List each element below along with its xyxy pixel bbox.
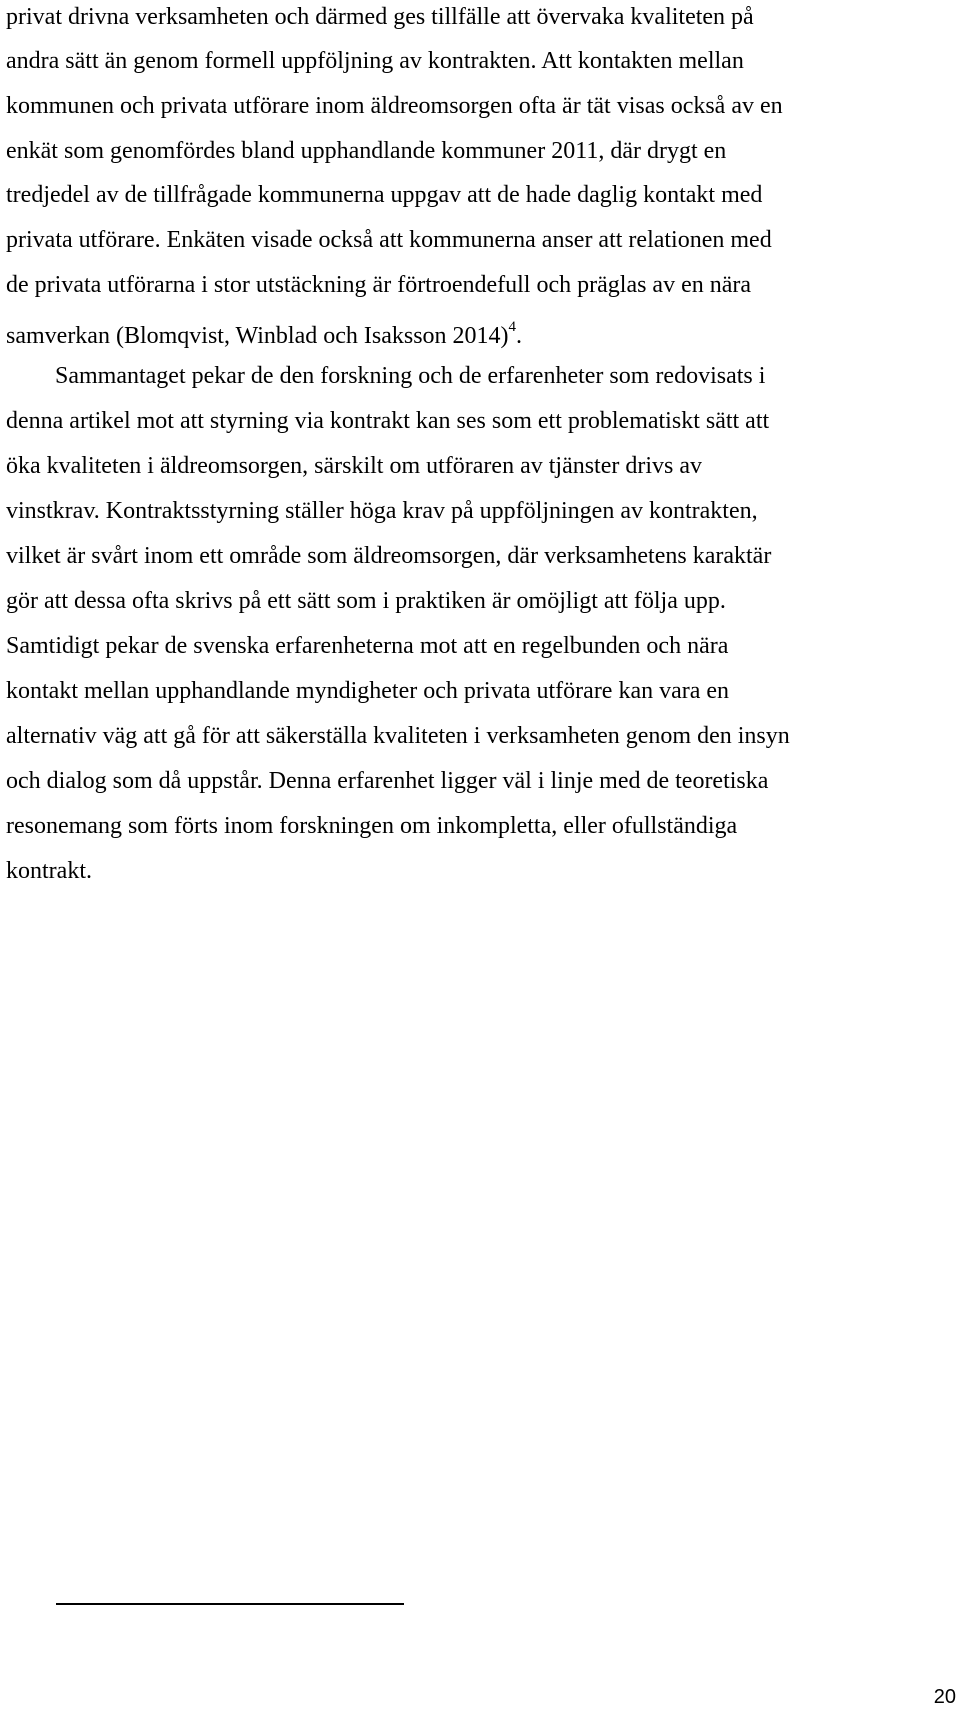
paragraph-2-line-8: kontakt mellan upphandlande myndigheter och privata utförare kan vara en <box>6 678 730 704</box>
paragraph-2-line-6: gör att dessa ofta skrivs på ett sätt som i praktiken är omöjligt att följa upp. <box>6 588 726 614</box>
paragraph-2-line-11: resonemang som förts inom forskningen om inkompletta, eller ofullständiga <box>6 813 738 839</box>
paragraph-2-line-3: öka kvaliteten i äldreomsorgen, särskilt om utföraren av tjänster drivs av <box>6 453 703 479</box>
paragraph-2-line-4: vinstkrav. Kontraktsstyrning ställer höga krav på uppföljningen av kontrakten, <box>6 498 758 524</box>
paragraph-1-line-6: privata utförare. Enkäten visade också att kommunerna anser att relationen med <box>6 227 772 253</box>
sentence-end: . <box>516 323 523 349</box>
paragraph-2-line-5: vilket är svårt inom ett område som äldreomsorgen, där verksamhetens karaktär <box>6 543 772 569</box>
paragraph-1-line-3: kommunen och privata utförare inom äldreomsorgen ofta är tät visas också av en <box>6 93 783 119</box>
page-number: 20 <box>933 1686 956 1708</box>
paragraph-2-line-10: och dialog som då uppstår. Denna erfarenhet ligger väl i linje med de teoretiska <box>6 768 769 794</box>
footnote-reference[interactable]: 4 <box>508 319 517 335</box>
paragraph-2-line-9: alternativ väg att gå för att säkerställa kvaliteten i verksamheten genom den insyn <box>6 723 790 749</box>
paragraph-2-line-2: denna artikel mot att styrning via kontrakt kan ses som ett problematiskt sätt att <box>6 408 770 434</box>
paragraph-1-line-7: de privata utförarna i stor utstäckning är förtroendefull och präglas av en nära <box>6 272 752 298</box>
paragraph-2-line-1: Sammantaget pekar de den forskning och de erfarenheter som redovisats i <box>55 363 766 389</box>
paragraph-2-line-12: kontrakt. <box>6 858 92 884</box>
paragraph-1-line-4: enkät som genomfördes bland upphandlande kommuner 2011, där drygt en <box>6 138 727 164</box>
paragraph-1-line-2: andra sätt än genom formell uppföljning av kontrakten. Att kontakten mellan <box>6 48 744 74</box>
paragraph-2-line-7: Samtidigt pekar de svenska erfarenheterna mot att en regelbunden och nära <box>6 633 729 659</box>
paragraph-1-line-5: tredjedel av de tillfrågade kommunerna uppgav att de hade daglig kontakt med <box>6 182 763 208</box>
footnote-separator <box>56 1603 404 1605</box>
paragraph-1-line-1: privat drivna verksamheten och därmed ges tillfälle att övervaka kvaliteten på <box>6 4 754 30</box>
paragraph-1-line-8 <box>6 315 522 351</box>
citation-text: samverkan (Blomqvist, Winblad och Isaksson 2014) <box>6 323 509 349</box>
